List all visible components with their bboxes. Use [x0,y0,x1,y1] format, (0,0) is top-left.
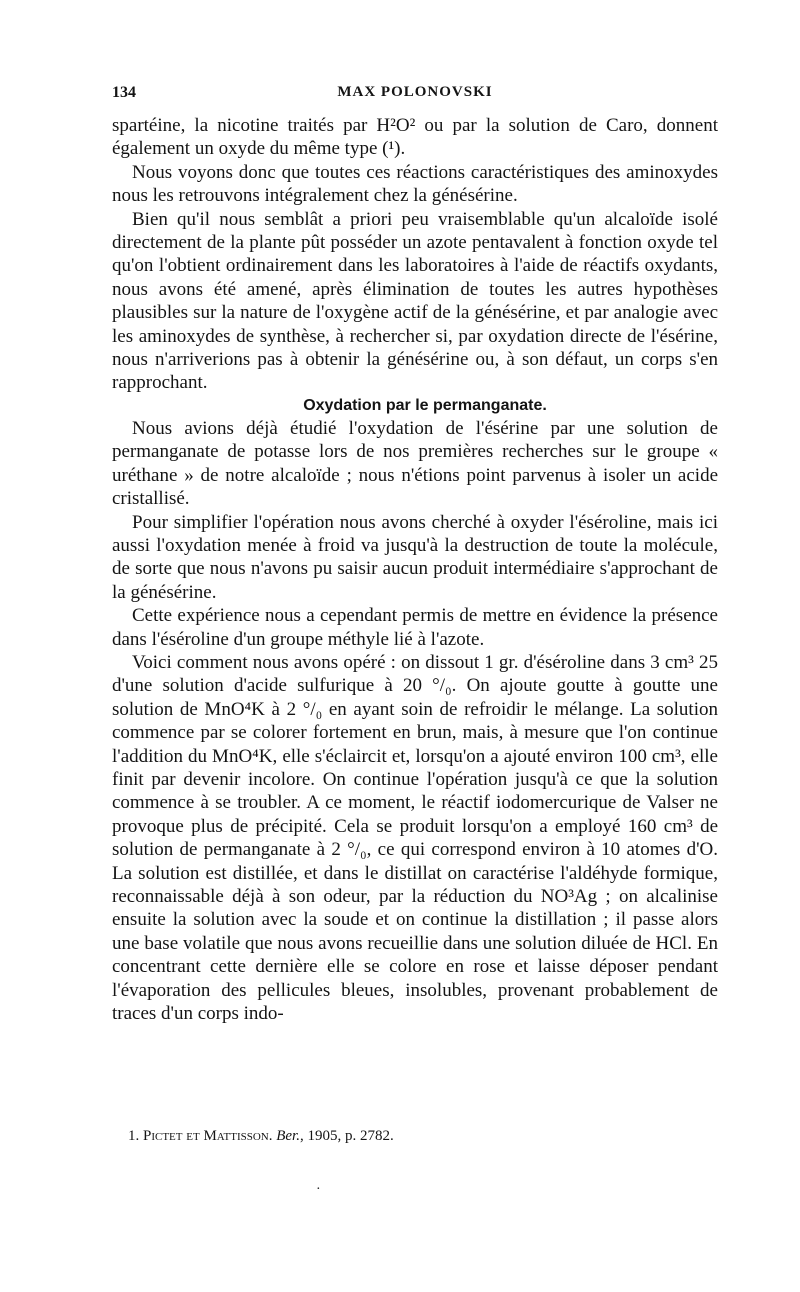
paragraph: Cette expérience nous a cependant permis de mettre en évidence la présence dans l'éséroline d'un groupe méthyle lié à l'azote. [112,605,718,650]
footnote [128,1126,718,1146]
paragraph: spartéine, la nicotine traités par H²O² ou par la solution de Caro, donnent également un oxyde du même type (¹). [112,115,718,160]
paragraph: Bien qu'il nous semblât a priori peu vraisemblable qu'un alcaloïde isolé directement de la plante pût posséder un azote pentavalent à fonction oxyde tel qu'on l'obtient ordinairement dans les laboratoires à l'aide de réactifs oxydants, nous avons été amené, après élimination de toutes les autres hypothèses plausibles sur la nature de l'oxygène actif de la génésérine, et par analogie avec les aminoxydes de synthèse, à rechercher si, par oxydation directe de l'ésérine, nous n'arriverions pas à obtenir la génésérine ou, à son défaut, un corps s'en rapprochant. [112,208,718,394]
footnote-source: Ber. [276,1128,300,1144]
stray-mark: · [316,1182,321,1197]
footnote-details: , 1905, p. 2782. [299,1128,394,1144]
paragraph: Nous avions déjà étudié l'oxydation de l'ésérine par une solution de permanganate de potasse lors de nos premières recherches sur le groupe « uréthane » de notre alcaloïde ; nous n'étions point parvenus à isoler un acide cristallisé. [112,417,718,510]
running-title: MAX POLONOVSKI [337,84,493,100]
footnote-number: 1. [128,1128,140,1144]
page-number: 134 [112,84,136,101]
running-head [112,84,718,106]
footnote-authors: Pictet et Mattisson. [143,1128,273,1144]
body-text [112,114,718,1025]
paragraph: Nous voyons donc que toutes ces réactions caractéristiques des aminoxydes nous les retrouvons intégralement chez la génésérine. [112,161,718,207]
paragraph: Voici comment nous avons opéré : on dissout 1 gr. d'éséroline dans 3 cm³ 25 d'une solution d'acide sulfurique à 20 °/₀. On ajoute goutte à goutte une solution de MnO⁴K à 2 °/₀ en ayant soin de refroidir le mélange. La solution commence par se colorer fortement en brun, mais, à mesure que l'on continue l'addition du MnO⁴K, elle s'éclaircit et, lorsqu'on a ajouté environ 100 cm³, elle finit par devenir incolore. On continue l'opération jusqu'à ce que la solution commence à se troubler. A ce moment, le réactif iodomercurique de Valser ne provoque plus de précipité. Cela se produit lorsqu'on a employé 160 cm³ de solution de permanganate à 2 °/₀, ce qui correspond environ à 10 atomes d'O. La solution est distillée, et dans le distillat on caractérise l'aldéhyde formique, reconnaissable déjà à son odeur, par la réduction du NO³Ag ; on alcalinise ensuite la solution avec la soude et on continue la distillation ; il passe alors une base volatile que nous avons recueillie dans une solution diluée de HCl. En concentrant cette dernière elle se colore en rose et laisse déposer pendant l'évaporation des pellicules bleues, insolubles, provenant probablement de traces d'un corps indo- [112,651,718,1025]
paragraph: Pour simplifier l'opération nous avons cherché à oxyder l'éséroline, mais ici aussi l'oxydation menée à froid va jusqu'à la destruction de toute la molécule, de sorte que nous n'avons pu saisir aucun produit intermédiaire s'approchant de la génésérine. [112,511,718,603]
section-heading: Oxydation par le permanganate. [303,396,547,414]
